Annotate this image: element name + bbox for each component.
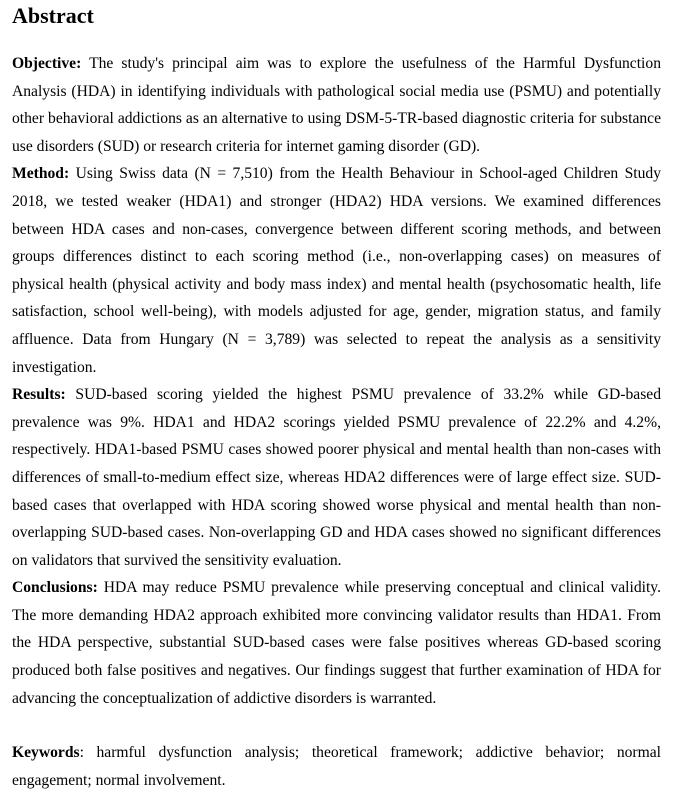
objective-paragraph (12, 50, 661, 160)
keywords-paragraph (12, 739, 661, 794)
method-label: Method: (12, 165, 70, 183)
results-label: Results: (12, 386, 66, 404)
objective-text: The study's principal aim was to explore the usefulness of the Harmful Dysfunction Analysis (HDA) in identifying individuals with pathological social media use (PSMU) and potentially other behavioral addictions as an alternative to using DSM-5-TR-based diagnostic criteria for substance use disorders (SUD) or research criteria for internet gaming disorder (GD). (12, 55, 661, 155)
keywords-label: Keywords (12, 744, 80, 762)
conclusions-text: HDA may reduce PSMU prevalence while preserving conceptual and clinical validity. The more demanding HDA2 approach exhibited more convincing validator results than HDA1. From the HDA perspective, substantial SUD-based cases were false positives whereas GD-based scoring produced both false positives and negatives. Our findings suggest that further examination of HDA for advancing the conceptualization of addictive disorders is warranted. (12, 579, 661, 707)
method-text: Using Swiss data (N = 7,510) from the Health Behaviour in School-aged Children Study 2018, we tested weaker (HDA1) and stronger (HDA2) HDA versions. We examined differences between HDA cases and non-cases, convergence between different scoring methods, and between groups differences distinct to each scoring method (i.e., non-overlapping cases) on measures of physical health (physical activity and body mass index) and mental health (psychosomatic health, life satisfaction, school well-being), with models adjusted for age, gender, migration status, and family affluence. Data from Hungary (N = 3,789) was selected to repeat the analysis as a sensitivity investigation. (12, 165, 662, 376)
abstract-title: Abstract (12, 3, 94, 28)
results-paragraph (12, 381, 661, 574)
objective-label: Objective: (12, 55, 82, 72)
method-paragraph (12, 160, 661, 381)
keywords-text: : harmful dysfunction analysis; theoretical framework; addictive behavior; normal engagement; normal involvement. (12, 744, 661, 789)
conclusions-paragraph (12, 574, 661, 712)
conclusions-label: Conclusions: (12, 579, 98, 597)
results-text: SUD-based scoring yielded the highest PSMU prevalence of 33.2% while GD-based prevalence was 9%. HDA1 and HDA2 scorings yielded PSMU prevalence of 22.2% and 4.2%, respectively. HDA1-based PSMU cases showed poorer physical and mental health than non-cases with differences of small-to-medium effect size, whereas HDA2 differences were of large effect size. SUD-based cases that overlapped with HDA scoring showed worse physical and mental health than non-overlapping SUD-based cases. Non-overlapping GD and HDA cases showed no significant differences on validators that survived the sensitivity evaluation. (12, 386, 661, 569)
